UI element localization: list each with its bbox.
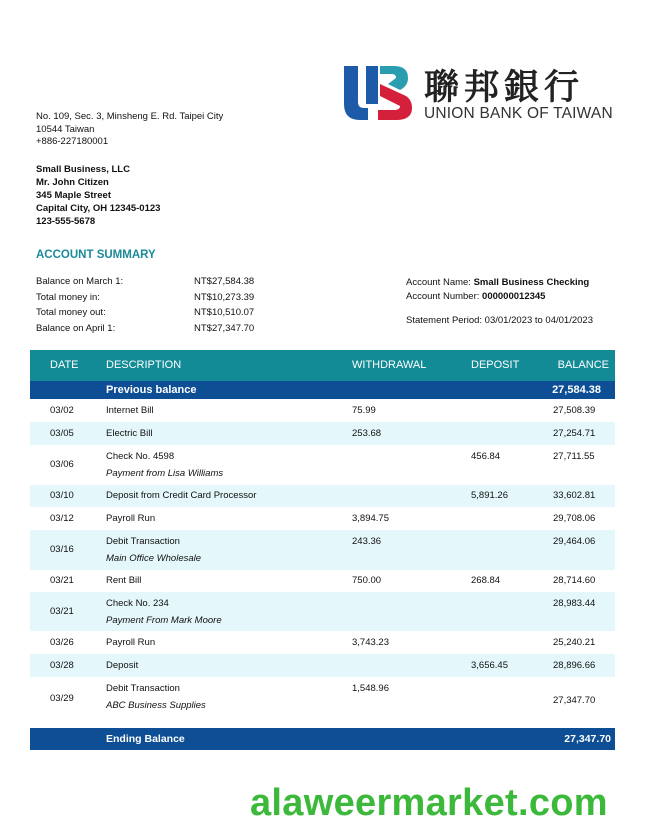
table-row <box>30 445 615 485</box>
table-header <box>30 350 615 381</box>
cell-description: Deposit <box>106 660 139 671</box>
account-number-label: Account Number: <box>406 290 480 302</box>
cell-deposit: 3,656.45 <box>471 660 508 671</box>
account-number: 000000012345 <box>482 290 546 302</box>
cell-balance: 33,602.81 <box>553 490 596 501</box>
cell-date: 03/29 <box>50 693 74 704</box>
table-row <box>30 654 615 677</box>
header-withdrawal: WITHDRAWAL <box>352 359 427 371</box>
account-summary <box>36 274 254 336</box>
cell-balance: 28,896.66 <box>553 660 596 671</box>
account-name: Small Business Checking <box>473 277 590 288</box>
cell-description-sub: Payment From Mark Moore <box>106 615 222 626</box>
bank-address <box>36 111 223 149</box>
cell-withdrawal: 75.99 <box>352 405 376 416</box>
cell-deposit: 268.84 <box>471 575 501 586</box>
table-row <box>30 592 615 631</box>
cell-balance: 28,714.60 <box>553 575 596 586</box>
cell-description: Check No. 4598 <box>106 451 175 462</box>
cell-withdrawal: 253.68 <box>352 428 382 439</box>
bank-name-english: UNION BANK OF TAIWAN <box>424 105 613 122</box>
summary-value: NT$10,273.39 <box>194 291 255 303</box>
cell-description-sub: ABC Business Supplies <box>106 700 206 711</box>
ending-balance-label: Ending Balance <box>106 733 185 745</box>
summary-value: NT$27,584.38 <box>194 276 255 287</box>
cell-balance: 27,347.70 <box>553 695 596 706</box>
cell-date: 03/12 <box>50 513 74 524</box>
transaction-rows <box>30 399 615 721</box>
cell-description: Internet Bill <box>106 405 154 416</box>
cell-date: 03/16 <box>50 544 74 555</box>
cell-balance: 27,254.71 <box>553 428 596 439</box>
account-name-label: Account Name: <box>406 277 471 288</box>
bank-logo <box>342 64 614 124</box>
customer-line: Capital City, OH 12345-0123 <box>36 203 161 214</box>
ending-balance-row <box>30 728 615 750</box>
cell-date: 03/28 <box>50 660 74 671</box>
table-row <box>30 570 615 592</box>
cell-balance: 28,983.44 <box>553 598 596 609</box>
cell-description: Debit Transaction <box>106 536 180 547</box>
statement-period: Statement Period: 03/01/2023 to 04/01/2023 <box>406 315 593 326</box>
customer-line: 345 Maple Street <box>36 190 111 201</box>
header-deposit: DEPOSIT <box>471 359 520 371</box>
table-row <box>30 485 615 507</box>
previous-balance-label: Previous balance <box>106 384 197 396</box>
cell-date: 03/05 <box>50 428 74 439</box>
cell-description-sub: Main Office Wholesale <box>106 553 202 564</box>
cell-description: Payroll Run <box>106 513 156 524</box>
cell-description: Deposit from Credit Card Processor <box>106 490 257 501</box>
summary-label: Total money out: <box>36 307 106 318</box>
transactions-table <box>30 350 615 750</box>
customer-line: Mr. John Citizen <box>36 177 109 188</box>
cell-description: Payroll Run <box>106 637 156 648</box>
table-row <box>30 422 615 445</box>
cell-date: 03/06 <box>50 459 74 470</box>
account-info <box>406 276 589 303</box>
cell-date: 03/02 <box>50 405 74 416</box>
cell-description-sub: Payment from Lisa Williams <box>106 468 224 479</box>
table-row <box>30 677 615 721</box>
table-row <box>30 631 615 654</box>
header-date: DATE <box>50 359 79 371</box>
cell-deposit: 456.84 <box>471 451 501 462</box>
table-row <box>30 399 615 422</box>
cell-deposit: 5,891.26 <box>471 490 508 501</box>
cell-withdrawal: 1,548.96 <box>352 683 389 694</box>
cell-date: 03/21 <box>50 606 74 617</box>
cell-description: Rent Bill <box>106 575 142 586</box>
account-summary-title: ACCOUNT SUMMARY <box>36 249 156 261</box>
customer-line: Small Business, LLC <box>36 164 130 175</box>
summary-value: NT$27,347.70 <box>194 322 255 334</box>
cell-withdrawal: 750.00 <box>352 575 382 586</box>
address-line: 10544 Taiwan <box>36 123 95 135</box>
cell-balance: 27,711.55 <box>553 451 595 462</box>
summary-value: NT$10,510.07 <box>194 307 255 318</box>
cell-withdrawal: 3,894.75 <box>352 513 389 524</box>
table-row <box>30 507 615 530</box>
table-row <box>30 530 615 570</box>
customer-block <box>36 163 160 228</box>
ending-balance-value: 27,347.70 <box>564 733 611 745</box>
summary-label: Balance on April 1: <box>36 322 116 334</box>
cell-balance: 29,464.06 <box>553 536 596 547</box>
customer-line: 123-555-5678 <box>36 216 96 227</box>
cell-description: Check No. 234 <box>106 598 169 609</box>
address-line: +886-227180001 <box>36 136 109 147</box>
previous-balance-row <box>30 381 615 399</box>
header-balance: BALANCE <box>557 359 609 371</box>
cell-date: 03/10 <box>50 490 74 501</box>
cell-date: 03/21 <box>50 575 74 586</box>
cell-description: Debit Transaction <box>106 683 180 694</box>
cell-balance: 25,240.21 <box>553 637 596 648</box>
previous-balance-value: 27,584.38 <box>552 384 601 396</box>
cell-date: 03/26 <box>50 637 74 648</box>
summary-label: Total money in: <box>36 291 100 303</box>
union-bank-logo-mark <box>342 64 414 122</box>
bank-name-chinese: 聯邦銀行 <box>424 68 585 108</box>
summary-label: Balance on March 1: <box>36 276 124 287</box>
cell-balance: 29,708.06 <box>553 513 596 524</box>
header-description: DESCRIPTION <box>106 359 182 371</box>
cell-withdrawal: 243.36 <box>352 536 382 547</box>
address-line: No. 109, Sec. 3, Minsheng E. Rd. Taipei City <box>36 111 224 122</box>
cell-balance: 27,508.39 <box>553 405 596 416</box>
cell-description: Electric Bill <box>106 428 153 439</box>
watermark: alaweermarket.com <box>250 782 608 824</box>
cell-withdrawal: 3,743.23 <box>352 637 389 648</box>
